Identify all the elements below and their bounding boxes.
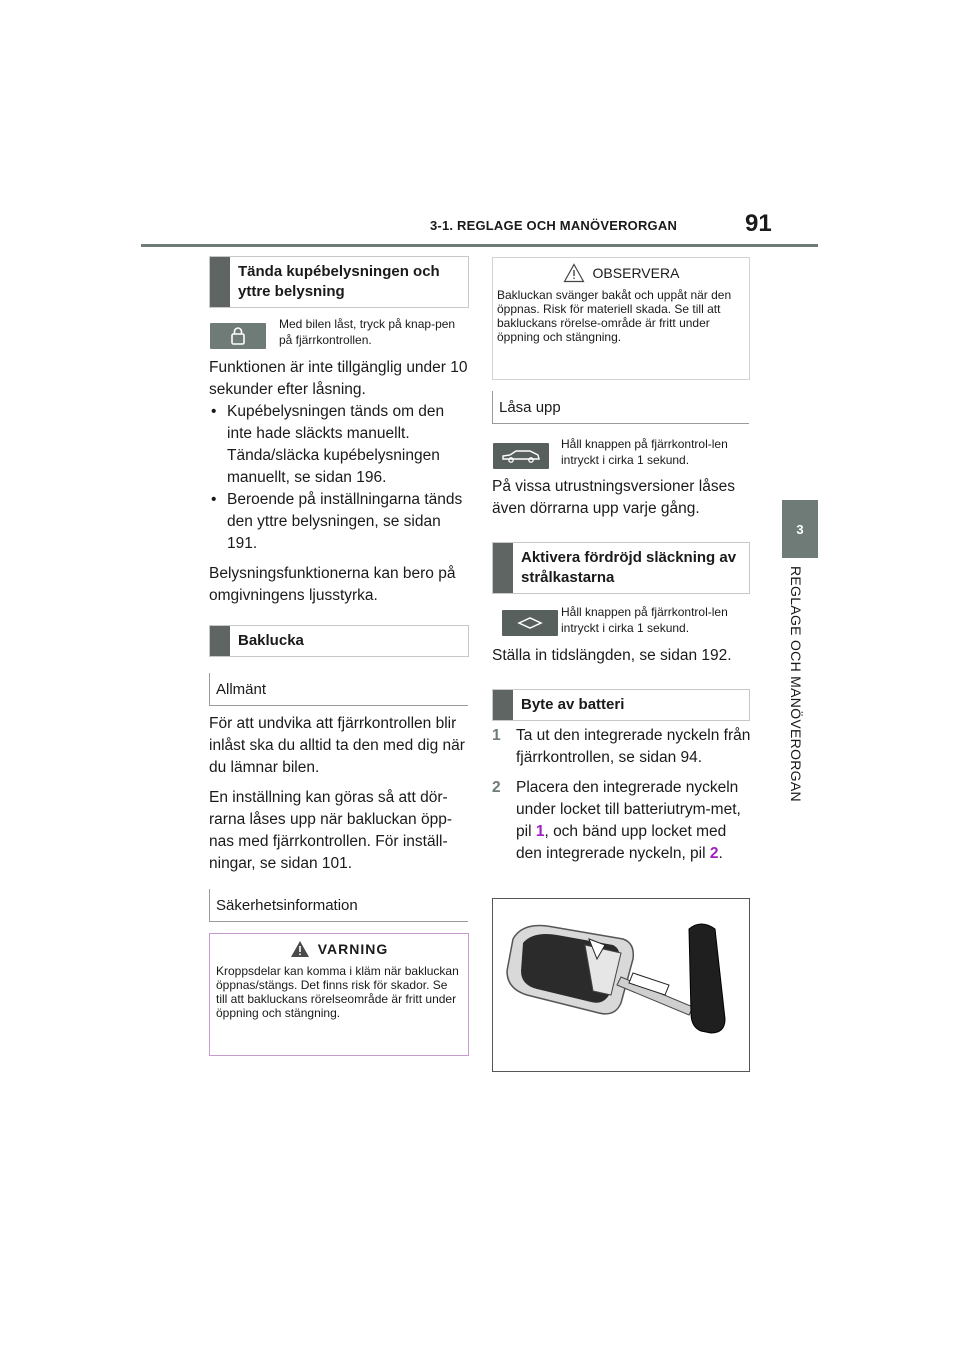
- heading-bar: [210, 257, 230, 307]
- para-duration: Ställa in tidslängden, se sidan 192.: [492, 647, 732, 664]
- heading-trunk: [209, 625, 469, 657]
- heading-delay: [492, 542, 750, 594]
- key-battery-figure: [492, 898, 750, 1072]
- step-1-number: 1: [492, 727, 501, 744]
- remote-key-illustration: [493, 899, 749, 1071]
- heading-battery: [492, 689, 750, 721]
- subheading-safety: Säkerhetsinformation: [209, 889, 468, 922]
- heading-bar: [210, 626, 230, 656]
- chapter-side-label: REGLAGE OCH MANÖVERORGAN: [788, 566, 804, 802]
- battery-steps: [492, 725, 754, 873]
- car-tailgate-icon: [493, 443, 549, 469]
- note-title: OBSERVERA: [592, 265, 680, 281]
- step-1: [492, 725, 754, 769]
- heading-bar: [493, 543, 513, 593]
- lock-icon-caption: Med bilen låst, tryck på knap-pen på fjärrkontrollen.: [279, 317, 456, 347]
- unlock-body: [492, 476, 754, 520]
- step-2-text-b: , och bänd upp locket med den integrerade nyckeln, pil: [516, 823, 727, 862]
- bullet-exterior-light: • Beroende på inställningarna tänds den yttre belysningen, se sidan 191.: [209, 489, 471, 555]
- note-box: [492, 257, 750, 380]
- note-text: Bakluckan svänger bakåt och uppåt när den öppnas. Risk för materiell skada. Se till att bakluckans rörelse-område är fritt under öppning och stängning.: [497, 288, 732, 344]
- step-2-text-a: Placera den integrerade nyckeln under locket till batteriutrym-met, pil: [516, 779, 741, 840]
- arrow-1-label: 1: [535, 823, 545, 840]
- step-1-text: Ta ut den integrerade nyckeln från fjärrkontrollen, se sidan 94.: [516, 727, 751, 766]
- chapter-tab: 3: [782, 500, 818, 558]
- step-2: [492, 777, 754, 865]
- para-function: Funktionen är inte tillgänglig under 10 sekunder efter låsning.: [209, 359, 468, 398]
- lights-body: [209, 357, 471, 607]
- bullet-interior-light: • Kupébelysningen tänds om den inte hade släckts manuellt. Tända/släcka kupébelysningen manuellt, se sidan 196.: [209, 401, 471, 489]
- subheading-unlock: Låsa upp: [492, 391, 749, 424]
- section-title: 3-1. REGLAGE OCH MANÖVERORGAN: [430, 218, 678, 233]
- para-depend: Belysningsfunktionerna kan bero på omgivningens ljusstyrka.: [209, 565, 456, 604]
- heading-bar: [493, 690, 513, 720]
- warning-triangle-icon: [290, 940, 310, 958]
- car-icon-caption: Håll knappen på fjärrkontrol-len intryckt i cirka 1 sekund.: [561, 437, 728, 467]
- para-avoid: För att undvika att fjärrkontrollen blir inlåst ska du alltid ta den med dig när du lämnar bilen.: [209, 715, 465, 776]
- para-doors: På vissa utrustningsversioner låses även dörrarna upp varje gång.: [492, 478, 735, 517]
- header-rule: [141, 244, 818, 247]
- page-number: 91: [745, 210, 772, 237]
- warning-text: Kroppsdelar kan komma i kläm när bakluckan öppnas/stängs. Det finns risk för skador. Se till att bakluckans rörelseområde är fritt under öppning och stängning.: [216, 964, 459, 1020]
- lock-icon: [210, 323, 266, 349]
- step-2-text-c: .: [718, 845, 723, 862]
- delay-body: [492, 645, 754, 667]
- trunk-body: [209, 713, 471, 875]
- heading-battery-text: Byte av batteri: [521, 696, 625, 713]
- heading-delay-text: Aktivera fördröjd släckning av strålkastarna: [521, 549, 737, 586]
- heading-lights: [209, 256, 469, 308]
- warning-box: [209, 933, 469, 1056]
- beam-icon-caption: Håll knappen på fjärrkontrol-len intryckt i cirka 1 sekund.: [561, 605, 728, 635]
- note-header: [493, 258, 749, 288]
- heading-lights-text: Tända kupébelysningen och yttre belysning: [238, 263, 440, 300]
- step-2-number: 2: [492, 779, 501, 796]
- caution-triangle-icon: [563, 263, 585, 283]
- arrow-2-label: 2: [709, 845, 719, 862]
- para-setting: En inställning kan göras så att dör-rarna låses upp när bakluckan öpp-nas med fjärrkontrollen. För inställ-ningar, se sidan 101.: [209, 789, 452, 872]
- heading-trunk-text: Baklucka: [238, 632, 304, 649]
- warning-header: [210, 934, 468, 964]
- warning-title: VARNING: [317, 941, 389, 957]
- subheading-general: Allmänt: [209, 673, 468, 706]
- headlight-beam-icon: [502, 610, 558, 636]
